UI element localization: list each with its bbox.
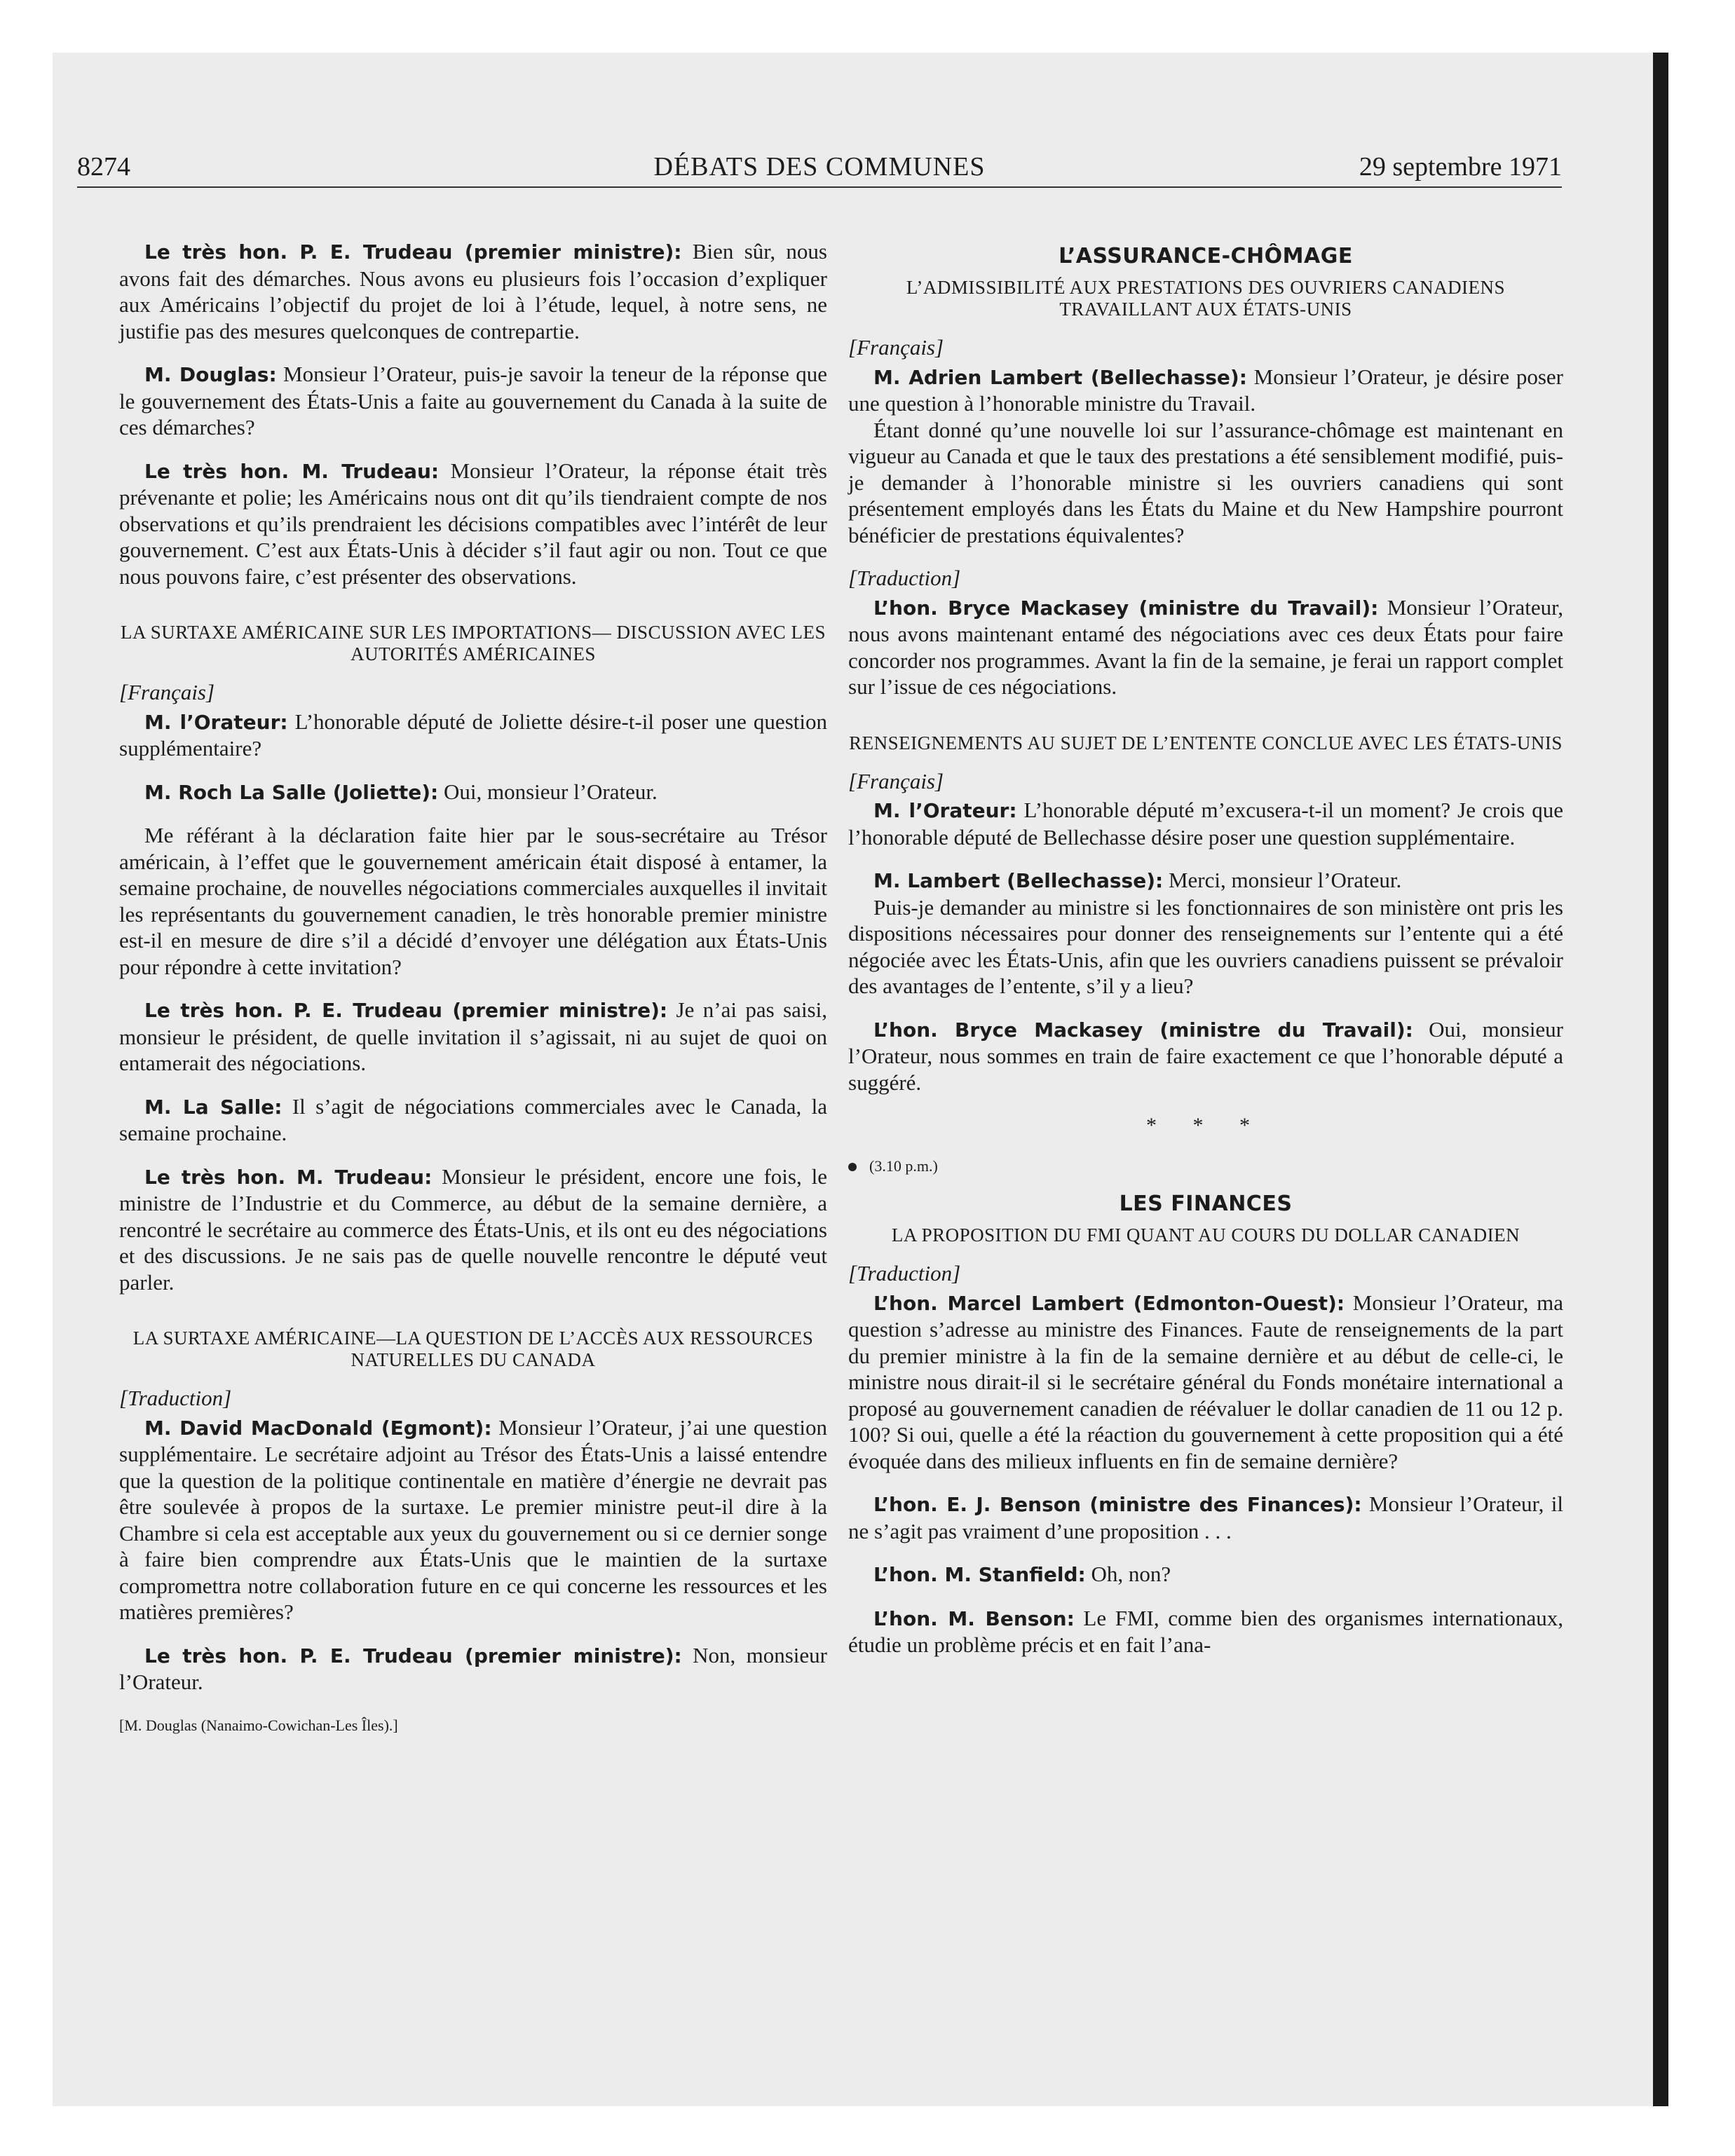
section-heading: RENSEIGNEMENTS AU SUJET DE L’ENTENTE CONCLUE AVEC LES ÉTATS-UNIS — [849, 732, 1563, 753]
speaker: M. Adrien Lambert (Bellechasse): — [873, 365, 1247, 389]
paragraph — [119, 997, 827, 1077]
paragraph: Puis-je demander au ministre si les fonctionnaires de son ministère ont pris les dispositions nécessaires pour donner des renseignements sur l’entente qui a été négociée avec les États-Unis, afin que les ouvriers canadiens puissent se prévaloir des avantages de l’entente, s’il y a lieu? — [848, 894, 1563, 998]
paragraph — [119, 1414, 827, 1625]
speech-text: Monsieur l’Orateur, il ne s’agit pas vraiment d’une proposition . . . — [848, 1492, 1563, 1543]
page-number: 8274 — [77, 152, 130, 182]
speaker: M. Roch La Salle (Joliette): — [144, 780, 439, 804]
paragraph — [848, 1491, 1563, 1544]
running-header — [77, 140, 1562, 188]
speech-text: Monsieur l’Orateur, la réponse était très prévenante et polie; les Américains nous ont dit qu’ils tiendraient compte de nos observations et qu’ils prendraient les décisions compatibles avec l’intérêt de leur gouvernement. C’est aux États-Unis à décider s’il faut agir ou non. Tout ce que nous pouvons faire, c’est présenter des observations. — [119, 458, 827, 589]
speaker: L’hon. Bryce Mackasey (ministre du Travail): — [873, 1018, 1413, 1042]
paragraph — [848, 797, 1563, 850]
speech-text: L’honorable député de Joliette désire-t-il poser une question supplémentaire? — [119, 709, 827, 760]
language-marker: [Traduction] — [848, 566, 961, 590]
speech-text: Bien sûr, nous avons fait des démarches. Nous avons eu plusieurs fois l’occasion d’expliquer aux Américains l’objectif du projet de loi à l’étude, lequel, à notre sens, ne justifie pas des mesures quelconques de contrepartie. — [119, 239, 827, 343]
timestamp — [848, 1153, 1563, 1180]
paragraph — [848, 867, 1563, 894]
paragraph — [848, 1605, 1563, 1658]
language-marker: [Traduction] — [848, 1261, 961, 1285]
language-marker: [Français] — [848, 335, 944, 360]
speaker: L’hon. Bryce Mackasey (ministre du Travail): — [873, 596, 1379, 620]
section-heading: L’ADMISSIBILITÉ AUX PRESTATIONS DES OUVRIERS CANADIENS TRAVAILLANT AUX ÉTATS-UNIS — [906, 277, 1506, 320]
language-marker: [Traduction] — [119, 1386, 232, 1410]
section-heading: LA SURTAXE AMÉRICAINE SUR LES IMPORTATIONS— DISCUSSION AVEC LES AUTORITÉS AMÉRICAINES — [120, 622, 826, 664]
speech-text: Il s’agit de négociations commerciales avec le Canada, la semaine prochaine. — [119, 1093, 828, 1145]
page-edge-shadow — [1653, 53, 1668, 2106]
speech-text: Oui, monsieur l’Orateur. — [438, 779, 658, 804]
speech-text: Monsieur l’Orateur, puis-je savoir la teneur de la réponse que le gouvernement des États-Unis a faite au gouvernement du Canada à la suite de ces démarches? — [119, 362, 828, 439]
speech-text: Non, monsieur l’Orateur. — [119, 1642, 827, 1694]
footnote: [M. Douglas (Nanaimo-Cowichan-Les Îles).] — [119, 1716, 398, 1734]
speech-text: Je n’ai pas saisi, monsieur le président, de quelle invitation il s’agissait, ni au sujet de quoi on entamerait des négociations. — [119, 997, 827, 1075]
paragraph — [119, 1642, 827, 1696]
paragraph — [848, 364, 1563, 417]
speaker: L’hon. E. J. Benson (ministre des Finances): — [873, 1493, 1362, 1516]
speech-text: Monsieur le président, encore une fois, le ministre de l’Industrie et du Commerce, au début de la semaine dernière, a rencontré le secrétaire au commerce des États-Unis, et ils ont eu des négociations et des discussions. Je ne sais pas de quelle nouvelle rencontre le député veut parler. — [119, 1164, 827, 1295]
speaker: M. l’Orateur: — [873, 799, 1017, 822]
paragraph — [119, 1093, 827, 1147]
speaker: Le très hon. M. Trudeau: — [144, 1165, 433, 1189]
section-heading: LA SURTAXE AMÉRICAINE—LA QUESTION DE L’ACCÈS AUX RESSOURCES NATURELLES DU CANADA — [132, 1328, 814, 1370]
speech-text: Monsieur l’Orateur, je désire poser une question à l’honorable ministre du Travail. — [848, 364, 1563, 416]
right-column — [848, 238, 1563, 1675]
paragraph — [119, 238, 827, 344]
speaker: L’hon. Marcel Lambert (Edmonton-Ouest): — [873, 1291, 1345, 1315]
main-heading: LES FINANCES — [1119, 1192, 1293, 1216]
paragraph — [119, 779, 827, 806]
speech-text: L’honorable député m’excusera-t-il un moment? Je crois que l’honorable député de Bellechasse désire poser une question supplémentaire. — [848, 798, 1563, 850]
speaker: Le très hon. M. Trudeau: — [144, 459, 440, 483]
paragraph — [119, 709, 827, 762]
language-marker: [Français] — [119, 680, 215, 704]
speaker: L’hon. M. Benson: — [873, 1606, 1075, 1630]
paragraph — [119, 361, 827, 441]
paragraph — [848, 1290, 1563, 1475]
speaker: M. La Salle: — [144, 1095, 283, 1119]
paragraph — [848, 594, 1563, 700]
paragraph — [119, 1164, 827, 1296]
speech-text: Le FMI, comme bien des organismes internationaux, étudie un problème précis et en fait l’ana- — [848, 1605, 1564, 1657]
speech-text: Oh, non? — [1085, 1562, 1171, 1586]
speaker: M. Lambert (Bellechasse): — [873, 869, 1164, 892]
speaker: M. Douglas: — [144, 363, 277, 386]
speech-text: Oui, monsieur l’Orateur, nous sommes en train de faire exactement ce que l’honorable député a suggéré. — [848, 1016, 1564, 1095]
speech-text: Monsieur l’Orateur, ma question s’adresse au ministre des Finances. Faute de renseignements de la part du premier ministre à la fin de la semaine dernière et au début de celle-ci, le ministre nous dirait-il si le secrétaire général du Fonds monétaire international a proposé au gouvernement canadien de réévaluer le dollar canadien de 11 ou 12 p. 100? Si oui, quelle a été la réaction du gouvernement à cette proposition qui a été évoquée dans des milieux influents en fin de semaine dernière? — [848, 1290, 1563, 1473]
publication-date: 29 septembre 1971 — [1359, 152, 1562, 182]
paragraph — [848, 1561, 1563, 1588]
speaker: M. l’Orateur: — [144, 710, 288, 734]
speaker: Le très hon. P. E. Trudeau (premier ministre): — [144, 1644, 682, 1667]
bullet-icon — [848, 1163, 857, 1171]
speaker: M. David MacDonald (Egmont): — [144, 1416, 492, 1440]
section-separator: * * * — [1146, 1114, 1265, 1137]
speaker: Le très hon. P. E. Trudeau (premier ministre): — [144, 999, 668, 1022]
paragraph: Étant donné qu’une nouvelle loi sur l’assurance-chômage est maintenant en vigueur au Canada et que le taux des prestations a été sensiblement modifié, puis-je demander à l’honorable ministre si les ouvriers canadiens qui sont présentement employés dans les États du Maine et du New Hampshire pourront bénéficier de prestations équivalentes? — [848, 417, 1563, 547]
speaker: Le très hon. P. E. Trudeau (premier ministre): — [144, 240, 682, 264]
main-heading: L’ASSURANCE-CHÔMAGE — [1059, 244, 1353, 268]
timestamp-text: (3.10 p.m.) — [869, 1157, 938, 1175]
speaker: L’hon. M. Stanfield: — [873, 1563, 1086, 1586]
paragraph — [848, 1016, 1563, 1096]
paragraph — [119, 458, 827, 590]
speech-text: Monsieur l’Orateur, nous avons maintenant entamé des négociations avec ces deux États pour faire concorder nos programmes. Avant la fin de la semaine, je ferai un rapport complet sur l’issue de ces négociations. — [848, 594, 1564, 699]
publication-title: DÉBATS DES COMMUNES — [653, 152, 986, 182]
language-marker: [Français] — [848, 768, 944, 793]
speech-text: Merci, monsieur l’Orateur. — [1163, 868, 1402, 892]
speech-text: Monsieur l’Orateur, j’ai une question supplémentaire. Le secrétaire adjoint au Trésor des États-Unis a laissé entendre que la question de la politique continentale en matière d’énergie ne devrait pas être soulevée à propos de la surtaxe. Le premier ministre peut-il dire à la Chambre si cela est acceptable aux yeux du gouvernement ou si ce dernier songe à faire bien comprendre aux États-Unis que le maintien de la surtaxe compromettra notre collaboration future en ce qui concerne les ressources et les matières premières? — [119, 1414, 827, 1624]
left-column — [119, 238, 827, 1738]
paragraph: Me référant à la déclaration faite hier par le sous-secrétaire au Trésor américain, à l’effet que le gouvernement américain était disposé à entamer, la semaine prochaine, de nouvelles négociations commerciales auxquelles il invitait les représentants du gouvernement canadien, le très honorable premier ministre est-il en mesure de dire s’il a décidé d’envoyer une délégation aux États-Unis pour répondre à cette invitation? — [119, 823, 827, 979]
section-heading: LA PROPOSITION DU FMI QUANT AU COURS DU DOLLAR CANADIEN — [891, 1224, 1520, 1246]
